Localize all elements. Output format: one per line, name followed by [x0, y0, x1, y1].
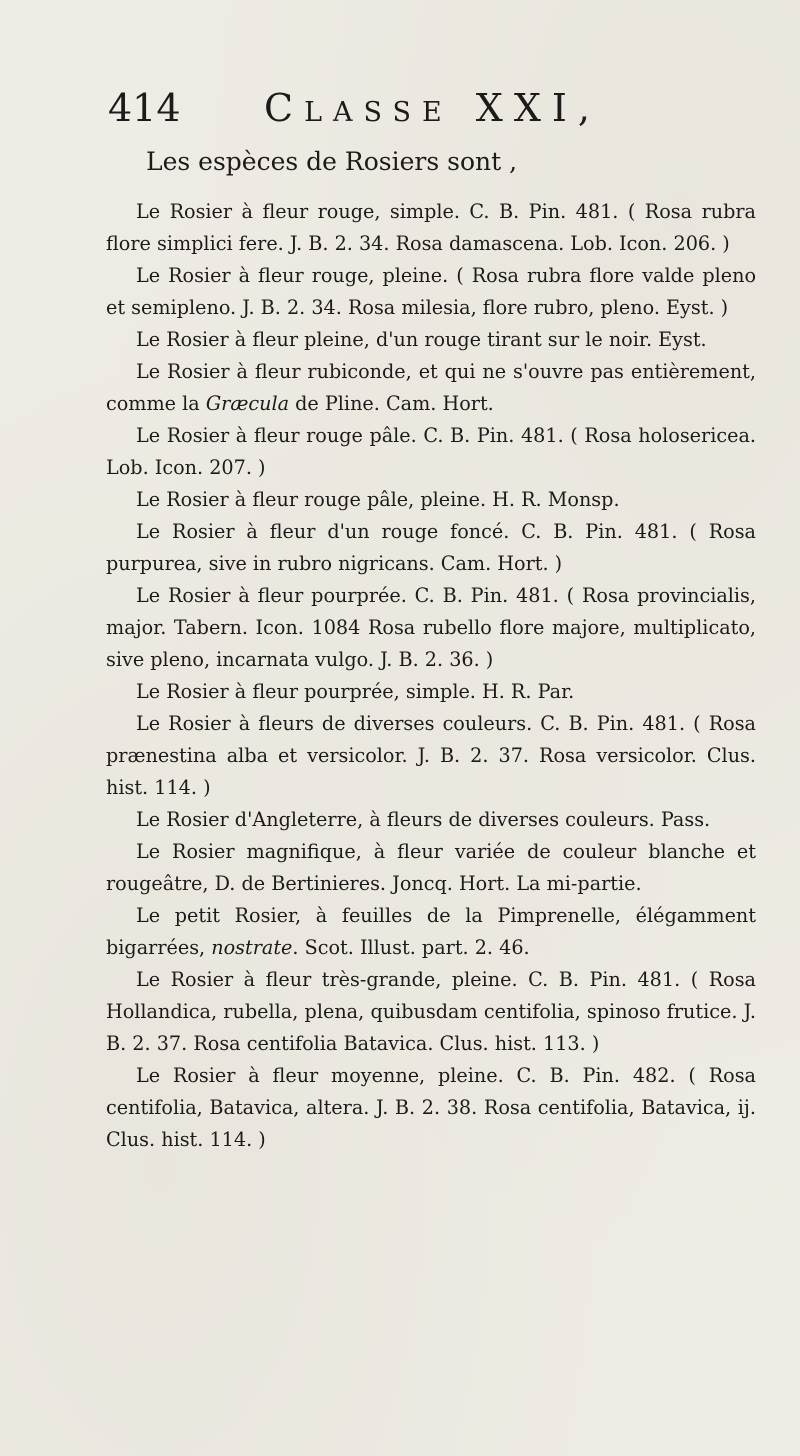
- italic-term: Græcula: [205, 392, 290, 415]
- species-entry-9: Le Rosier à fleur pourprée, simple. H. R. Par.: [136, 680, 575, 703]
- species-entry-6: Le Rosier à fleur rouge pâle, pleine. H. R. Monsp.: [136, 488, 620, 511]
- page-number: 414: [108, 86, 181, 130]
- running-title: [264, 78, 601, 138]
- species-entry-1: Le Rosier à fleur rouge, simple. C. B. Pin. 481. ( Rosa rubra flore simplici fere. J. B. 2. 34. Rosa damascena. Lob. Icon. 206. ): [106, 200, 756, 255]
- species-entry-14: Le Rosier à fleur très-grande, pleine. C. B. Pin. 481. ( Rosa Hollandica, rubella, plena, quibusdam centifolia, spinoso frutice. J. B. 2. 37. Rosa centifolia Batavica. Clus. hist. 113. ): [106, 968, 756, 1055]
- species-list: [106, 196, 756, 1156]
- species-entry-8: Le Rosier à fleur pourprée. C. B. Pin. 481. ( Rosa provincialis, major. Tabern. Icon. 1084 Rosa rubello flore majore, multiplicato, sive pleno, incarnata vulgo. J. B. 2. 36. ): [106, 584, 756, 671]
- italic-term: nostrate: [211, 936, 293, 959]
- species-entry-10: Le Rosier à fleurs de diverses couleurs. C. B. Pin. 481. ( Rosa prænestina alba et versicolor. J. B. 2. 37. Rosa versicolor. Clus. hist. 114. ): [106, 712, 756, 799]
- species-entry-12: Le Rosier magnifique, à fleur variée de couleur blanche et rougeâtre, D. de Bertinieres. Joncq. Hort. La mi-partie.: [106, 840, 756, 895]
- page-header: [108, 78, 628, 138]
- species-entry-15: Le Rosier à fleur moyenne, pleine. C. B. Pin. 482. ( Rosa centifolia, Batavica, altera. J. B. 2. 38. Rosa centifolia, Batavica, ij. Clus. hist. 114. ): [106, 1064, 756, 1151]
- species-entry-3: Le Rosier à fleur pleine, d'un rouge tirant sur le noir. Eyst.: [136, 328, 707, 351]
- species-entry-4: Le Rosier à fleur rubiconde, et qui ne s'ouvre pas entièrement, comme la Græcula de Pline. Cam. Hort.: [106, 360, 756, 415]
- species-entry-7: Le Rosier à fleur d'un rouge foncé. C. B. Pin. 481. ( Rosa purpurea, sive in rubro nigricans. Cam. Hort. ): [106, 520, 756, 575]
- section-heading: Les espèces de Rosiers sont ,: [146, 147, 518, 176]
- species-entry-2: Le Rosier à fleur rouge, pleine. ( Rosa rubra flore valde pleno et semipleno. J. B. 2. 34. Rosa milesia, flore rubro, pleno. Eyst. ): [106, 264, 756, 319]
- species-entry-5: Le Rosier à fleur rouge pâle. C. B. Pin. 481. ( Rosa holosericea. Lob. Icon. 207. ): [106, 424, 756, 479]
- species-entry-11: Le Rosier d'Angleterre, à fleurs de diverses couleurs. Pass.: [136, 808, 711, 831]
- running-title-text: Classe XXI,: [264, 86, 602, 130]
- species-entry-13: Le petit Rosier, à feuilles de la Pimprenelle, élégamment bigarrées, nostrate. Scot. Illust. part. 2. 46.: [106, 904, 756, 959]
